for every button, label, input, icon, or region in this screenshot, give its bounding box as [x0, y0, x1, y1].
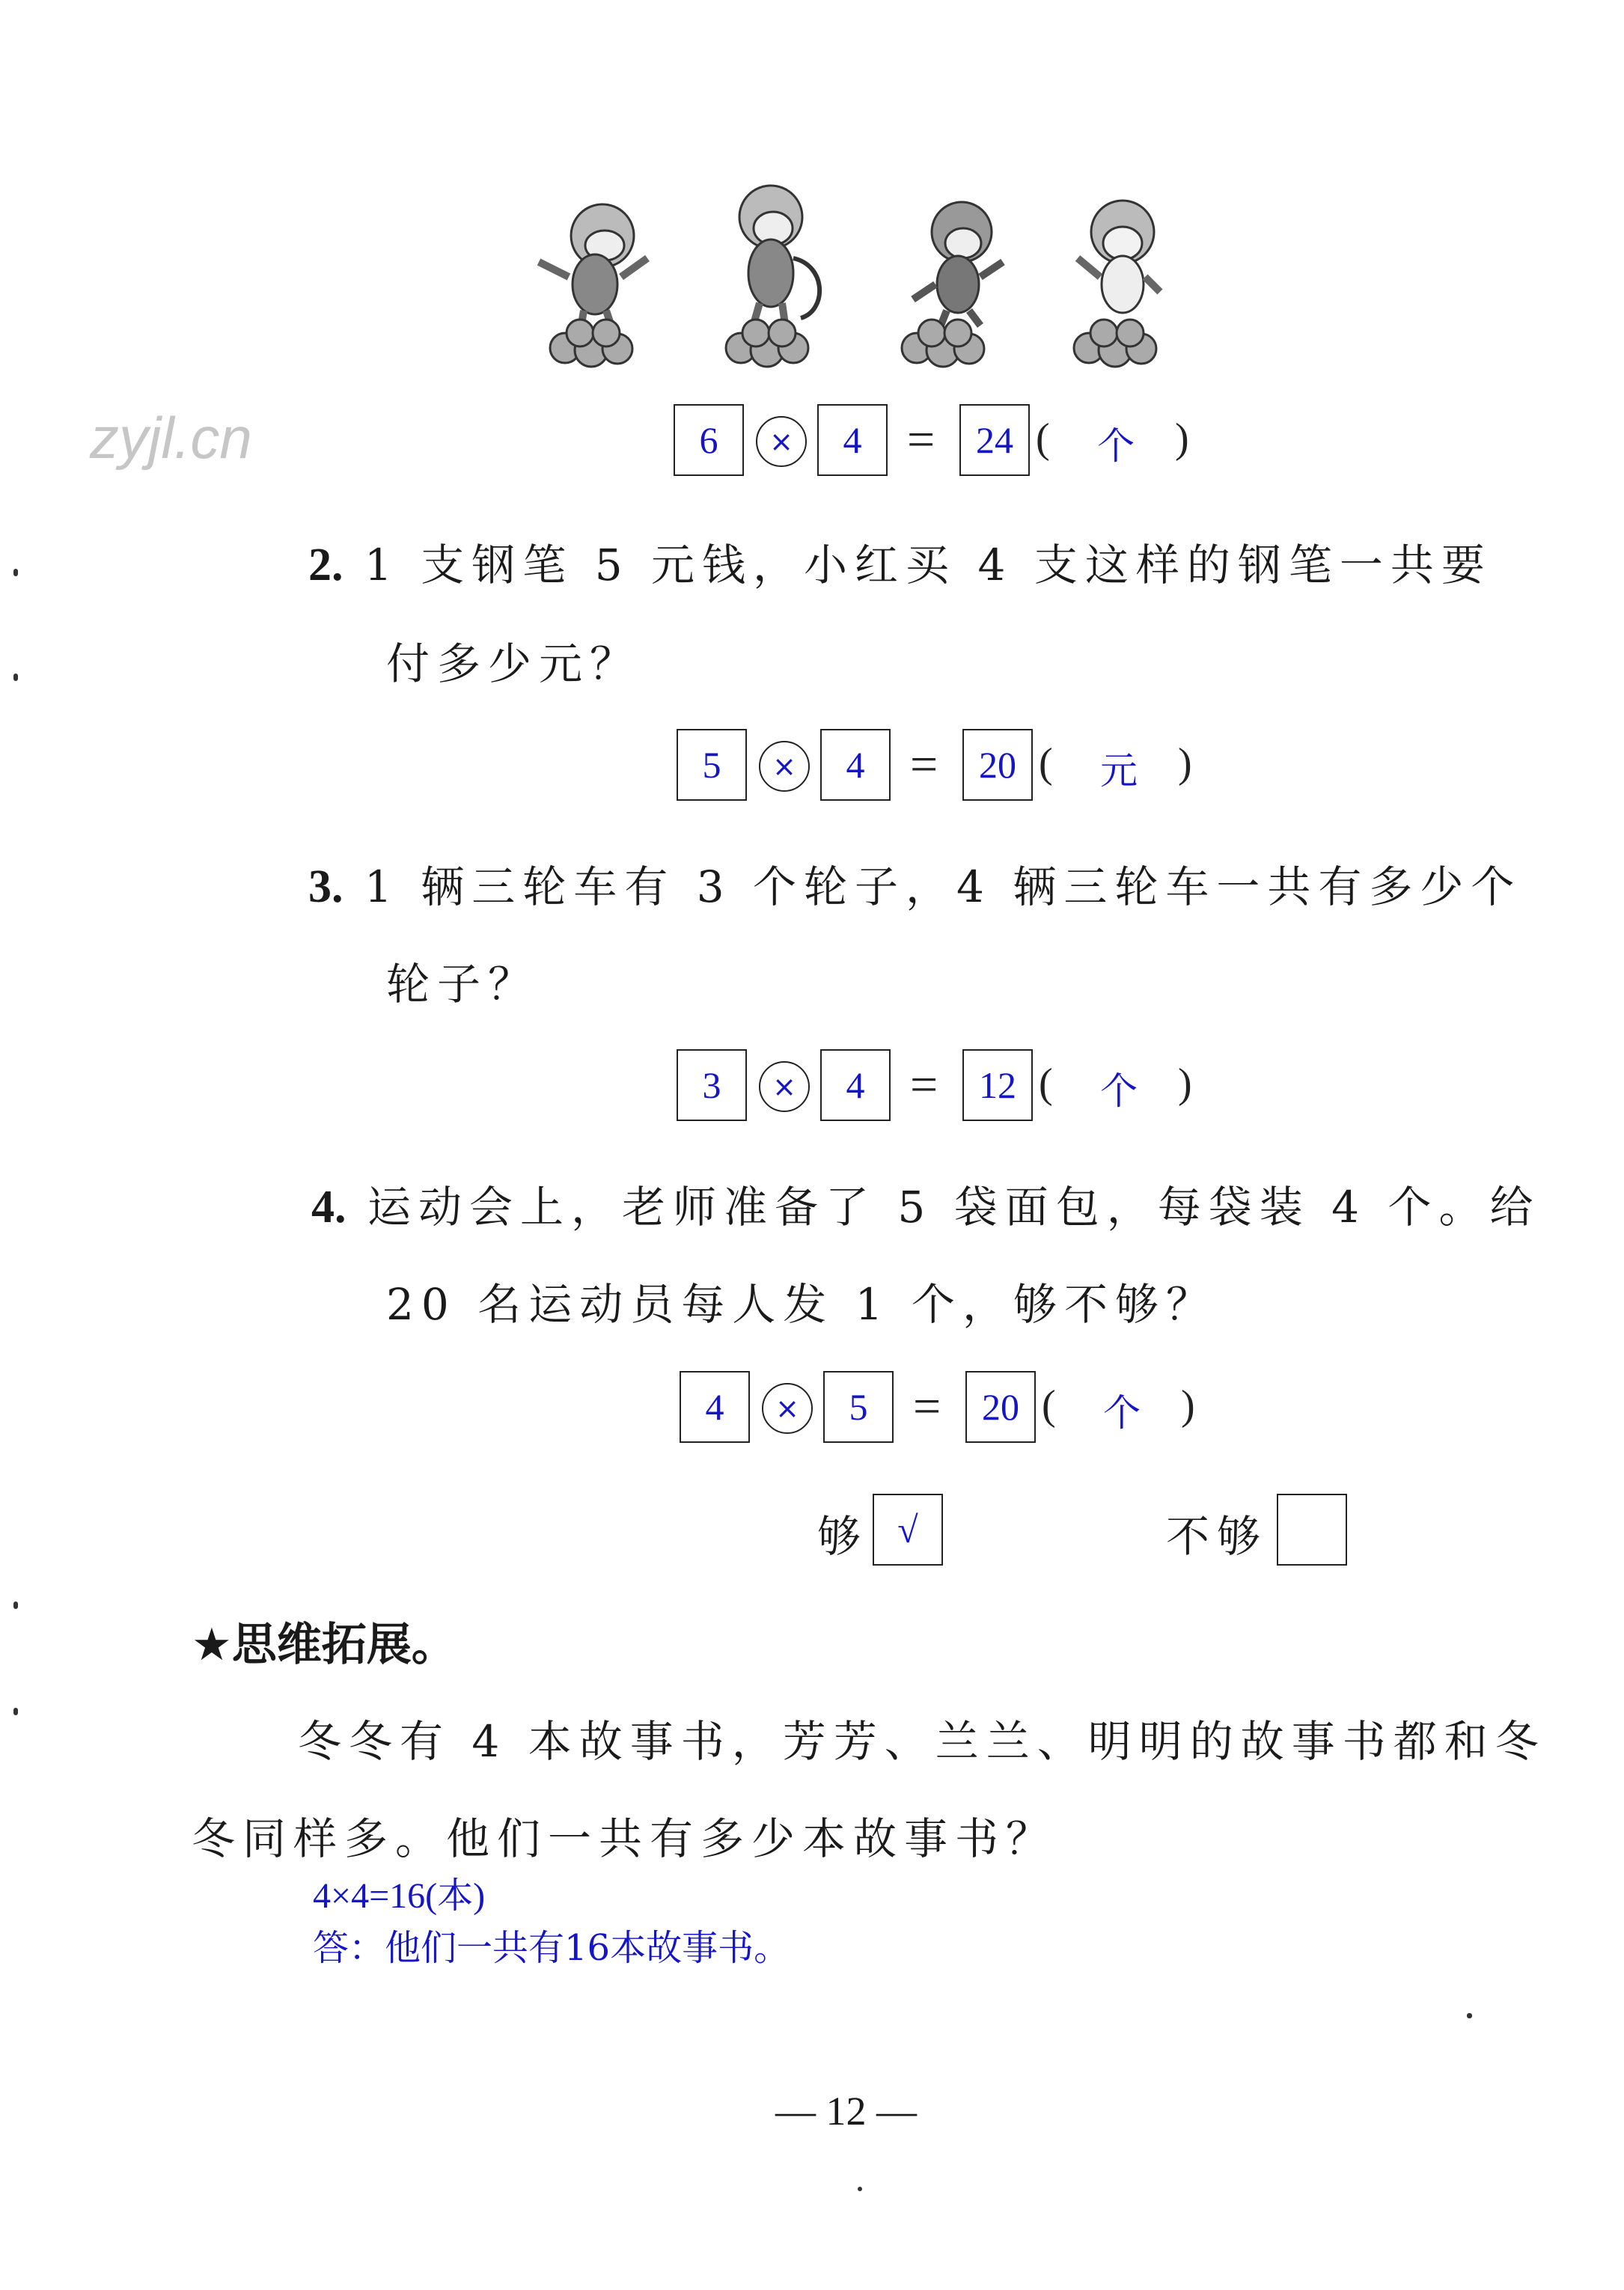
q2-operator[interactable]: ×: [759, 741, 810, 792]
q2-result[interactable]: 20: [962, 729, 1033, 801]
q4-number: 4.: [311, 1182, 347, 1233]
q4-text-1: 运动会上，老师准备了 5 袋面包，每袋装 4 个。给: [367, 1182, 1541, 1233]
q1-paren-close: ): [1175, 415, 1189, 462]
q2-paren-open: (: [1039, 740, 1053, 787]
q1-paren-open: (: [1036, 415, 1050, 462]
extension-answer-sentence[interactable]: 答：他们一共有16本故事书。: [313, 1927, 790, 1969]
not-enough-label: 不够: [1166, 1511, 1269, 1562]
q3-line1: [308, 852, 1521, 915]
q3-unit[interactable]: 个: [1100, 1069, 1138, 1113]
scan-mark: [13, 1708, 18, 1715]
extension-line1: 冬冬有 4 本故事书，芳芳、兰兰、明明的故事书都和冬: [298, 1716, 1546, 1767]
q4-line1: [311, 1172, 1541, 1235]
q2-line1: [308, 530, 1492, 593]
q2-line2: 付多少元？: [386, 638, 641, 689]
q2-equals: =: [910, 737, 938, 792]
scan-mark: [1467, 2013, 1472, 2018]
monkey-3-icon: [902, 202, 1003, 367]
q3-operator[interactable]: ×: [759, 1061, 810, 1112]
q1-operand-b[interactable]: 4: [817, 404, 888, 476]
q3-paren-open: (: [1039, 1060, 1053, 1107]
scan-mark: [13, 569, 18, 576]
q1-result[interactable]: 24: [959, 404, 1030, 476]
enough-checkbox[interactable]: √: [873, 1494, 943, 1566]
q4-operand-a[interactable]: 4: [680, 1371, 750, 1443]
q2-operand-b[interactable]: 4: [820, 729, 891, 801]
q3-text-1: 1 辆三轮车有 3 个轮子，4 辆三轮车一共有多少个: [364, 861, 1522, 912]
q1-operator[interactable]: ×: [756, 416, 807, 467]
q3-operand-a[interactable]: 3: [677, 1049, 747, 1121]
q3-line2: 轮子？: [386, 959, 540, 1010]
monkey-1-icon: [539, 204, 647, 367]
monkey-2-icon: [726, 186, 819, 367]
q3-number: 3.: [308, 861, 344, 912]
q4-paren-close: ): [1181, 1382, 1195, 1429]
q1-equals: =: [907, 412, 935, 467]
q4-line2: 20 名运动员每人发 1 个，够不够？: [386, 1279, 1218, 1330]
q3-operand-b[interactable]: 4: [820, 1049, 891, 1121]
q4-result[interactable]: 20: [965, 1371, 1036, 1443]
enough-label: 够: [817, 1511, 869, 1562]
q4-operand-b[interactable]: 5: [823, 1371, 894, 1443]
q4-unit[interactable]: 个: [1103, 1391, 1141, 1435]
q2-operand-a[interactable]: 5: [677, 729, 747, 801]
extension-line2: 冬同样多。他们一共有多少本故事书？: [192, 1813, 1057, 1864]
q1-operand-a[interactable]: 6: [674, 404, 744, 476]
extension-heading: ★思维拓展。: [192, 1619, 457, 1671]
q4-paren-open: (: [1042, 1382, 1056, 1429]
q2-text-1: 1 支钢笔 5 元钱，小红买 4 支这样的钢笔一共要: [364, 540, 1492, 590]
q4-operator[interactable]: ×: [762, 1383, 813, 1434]
q2-unit[interactable]: 元: [1100, 749, 1138, 793]
scan-mark: [13, 1602, 18, 1609]
scan-mark: [858, 2187, 862, 2191]
q3-paren-close: ): [1178, 1060, 1192, 1107]
watermark: zyjl.cn: [90, 405, 252, 471]
q1-unit[interactable]: 个: [1097, 424, 1135, 468]
q3-result[interactable]: 12: [962, 1049, 1033, 1121]
monkeys-illustration: [509, 172, 1182, 374]
q3-equals: =: [910, 1057, 938, 1112]
q2-paren-close: ): [1178, 740, 1192, 787]
scan-mark: [13, 674, 18, 681]
extension-answer-equation[interactable]: 4×4=16(本): [313, 1876, 486, 1916]
not-enough-checkbox[interactable]: [1277, 1494, 1347, 1566]
q2-number: 2.: [308, 540, 344, 590]
page-number: — 12 —: [775, 2089, 917, 2134]
monkey-4-icon: [1074, 201, 1160, 367]
q4-equals: =: [913, 1379, 941, 1434]
